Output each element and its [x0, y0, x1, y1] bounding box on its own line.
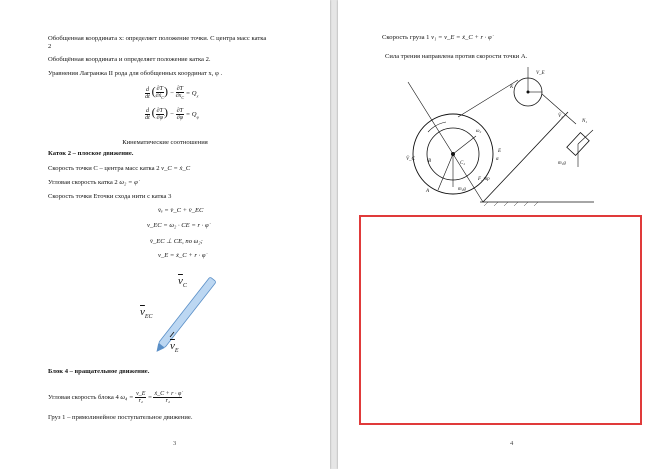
friction-line: Сила трения направлена против скорости точки А.: [385, 53, 528, 60]
katok-angular-line: Угловая скорость катка 2 ω₂ = φ̇: [48, 179, 138, 186]
katok-speed-line: Скорость точки С – центра масс катка 2 v_C = ẋ_C: [48, 165, 191, 172]
document-page-4: [338, 0, 666, 469]
formula-vec: v_EC = ω₂ · CE = r · φ̇: [147, 222, 209, 229]
svg-text:m₁g: m₁g: [558, 161, 566, 166]
svg-text:E: E: [498, 149, 502, 154]
eq1-rhs: = Q: [185, 90, 197, 97]
page-number: 4: [510, 440, 514, 447]
svg-text:B: B: [428, 159, 432, 164]
eq2-sub: φ: [196, 114, 199, 120]
selection-rectangle[interactable]: [359, 215, 642, 425]
kinematics-heading: Кинематические соотношения: [122, 139, 208, 146]
katok-heading: Каток 2 – плоское движение.: [48, 150, 134, 157]
svg-text:V̄₁: V̄₁: [558, 114, 563, 119]
speed-line: Скорость груза 1 v₁ = v_E = ẋ_C + r · φ̇: [382, 34, 492, 41]
svg-text:K: K: [510, 85, 514, 90]
label-vec: $\overline{v}_{EC}$: [140, 306, 153, 321]
svg-text:V_E: V_E: [536, 71, 545, 76]
svg-text:F_тр: F_тр: [478, 177, 490, 182]
svg-text:ω₂: ω₂: [476, 129, 482, 134]
svg-text:m₂g: m₂g: [458, 187, 466, 192]
eq1-sub: x: [196, 93, 199, 99]
lagrange-equation-x: $\frac{d}{dt}$ ( $\frac{\partial T}{\partial ẋ_C}$ ) − $\frac{\partial T}{\partial x_C}$ = $Q_x$: [145, 84, 199, 101]
vector-vc-arrow: [158, 277, 216, 348]
text-line: 2: [48, 43, 52, 50]
text-line: Обобщенная координата x: определяет положение точки. С центра масс катка: [48, 35, 267, 42]
lagrange-equation-phi: $\frac{d}{dt}$ ( $\frac{\partial T}{\partial\varphi̇}$ ) − $\frac{\partial T}{\partial\varphi}$ = $Q_\varphi$: [145, 105, 199, 121]
block-angular-line: Угловая скорость блока 4 ω₄ = $\frac{v\_E}{\text{r₂}}$ = $\frac{\text{ẋ\_C + r · φ̇}}{\text{r₂}}$: [48, 391, 182, 404]
svg-text:α: α: [496, 157, 499, 162]
block-heading: Блок 4 – вращательное движение.: [48, 368, 150, 375]
formula-ve-scalar: v_E = ẋ_C + r · φ̇: [158, 252, 206, 259]
page-number: 3: [173, 440, 177, 447]
svg-text:A: A: [426, 189, 430, 194]
eq2-rhs: = Q: [185, 111, 197, 118]
point-e-line: Скорость точки Eточки схода нити с катка 3: [48, 193, 172, 200]
label-vc: $\overline{v}_C$: [178, 275, 187, 290]
svg-text:C₂: C₂: [460, 161, 466, 166]
svg-text:N₁: N₁: [582, 119, 588, 124]
svg-text:V̄_C: V̄_C: [406, 157, 415, 162]
formula-perp: v̄_EC ⊥ CE, по ω₂;: [150, 238, 203, 245]
mechanism-diagram: [398, 62, 598, 207]
gruz-line: Груз 1 – прямолинейное поступательное движение.: [48, 414, 193, 421]
label-ve: $\overline{v}_E$: [170, 340, 179, 355]
text-line: Обобщённая координата и определяет положение катка 2.: [48, 56, 211, 63]
text-line: Уравнения Лагранжа II рода для обобщенных координат x, φ .: [48, 70, 223, 77]
document-page-3: [0, 0, 330, 469]
formula-ve: v̄ₑ = v̄_C + v̄_EC: [158, 207, 204, 214]
